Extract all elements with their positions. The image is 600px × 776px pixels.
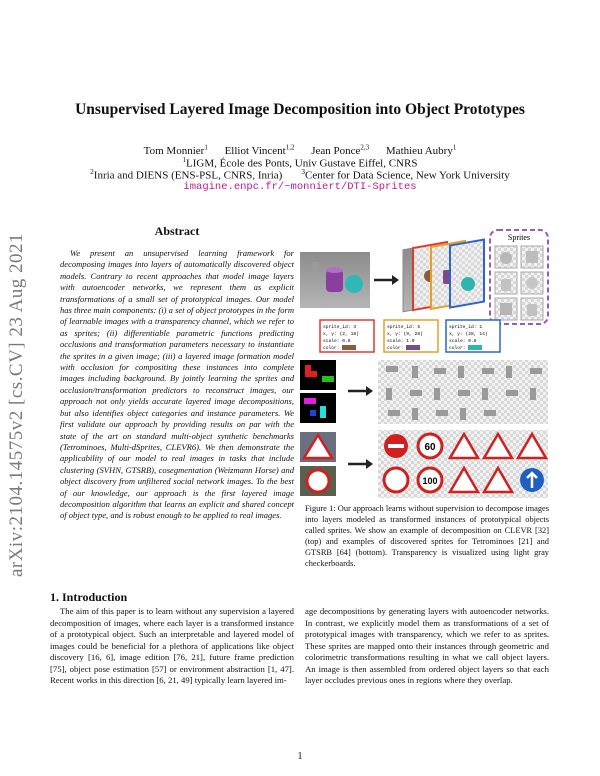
svg-text:sprite_id: 3: sprite_id: 3 [323,325,357,330]
svg-text:x, y: (2, 18): x, y: (2, 18) [323,332,359,337]
svg-text:sprite_id: 5: sprite_id: 5 [387,325,421,330]
gtsrb-examples [300,432,336,496]
page-number: 1 [297,751,303,762]
author: Jean Ponce$^{2,3}$ [311,143,370,157]
sprites-panel [490,230,548,324]
param-box-1 [320,320,374,352]
affiliation-2: $^2$Inria and DIENS (ENS-PSL, CNRS, Inria) $^3$Center for Data Science, New York University [90,168,510,182]
paper-title: Unsupervised Layered Image Decomposition into Object Prototypes [75,101,525,118]
layer-stack [403,240,484,312]
arxiv-stamp: arXiv:2104.14575v2 [cs.CV] 23 Aug 2021 [6,232,27,578]
svg-text:Sprites: Sprites [507,233,531,242]
author-list [0,143,600,157]
intro-column-1: The aim of this paper is to learn without any supervision a layered decomposition of images, where each layer is a transformed instance of a prototypical object. Such an interpretable and layered model of images could be beneficial for a plethora of applications like object discovery [16, 6], image edition [76, 21], future frame prediction [75], object pose estimation [57] or environment abstraction [1, 47]. Recent works in this direction [6, 21, 49] typically learn layered im- [50,606,294,685]
abstract-heading: Abstract [154,224,200,238]
svg-text:sprite_id: 1: sprite_id: 1 [449,325,483,330]
svg-text:x, y: (9, 28): x, y: (9, 28) [387,332,423,337]
figure-1 [300,218,550,498]
svg-text:scale: 0.8: scale: 0.8 [323,339,351,344]
tetrominoes-sprites [378,360,548,424]
author: Mathieu Aubry$^1$ [385,143,457,157]
svg-text:color:: color: [387,346,404,351]
svg-text:100: 100 [422,476,438,486]
svg-text:color:: color: [449,346,466,351]
project-url[interactable]: imagine.enpc.fr/~monniert/DTI-Sprites [183,181,417,193]
svg-text:color:: color: [323,346,340,351]
param-box-2 [384,320,438,352]
gtsrb-sprites [378,430,548,498]
author: Tom Monnier$^1$ [143,143,208,157]
svg-text:60: 60 [424,442,436,453]
abstract-body: We present an unsupervised learning framework for decomposing images into layers of automatically discovered object models. Contrary to recent approaches that model image layers with autoencoder networks, we represent them as explicit transformations of a small set of prototypical images. Our model has three main components: (i) a set of object prototypes in the form of learnable images with a transparency channel, which we refer to as sprites; (ii) differentiable parametric functions predicting occlusions and transformation parameters necessary to instantiate the sprites in a given image; (iii) a layered image formation model with occlusion for compositing these instances into complete images including background. By jointly learning the sprites and occlusion/transformation predictors to reconstruct images, our approach not only yields accurate layered image decompositions, but also identifies object categories and instance parameters. We first validate our approach by providing results on par with the state of the art on standard multi-object synthetic benchmarks (Tetrominoes, Multi-dSprites, CLEVR6). We then demonstrate the applicability of our model to real images in tasks that include clustering (SVHN, GTSRB), cosegmentation (Weizmann Horse) and object discovery from unfiltered social network images. To the best of our knowledge, our approach is the first layered image decomposition algorithm that learns an explicit and shared concept of object type, and is robust enough to be applied to real images. [60,248,294,521]
section-heading: 1. Introduction [50,590,128,604]
intro-column-2: age decompositions by generating layers with autoencoder networks. In contrast, we explicitly model them as transformations of a set of prototypical images with transparency, which we refer to as sprites. These sprites are mapped onto their instances through geometric and colorimetric transformations resulting in what we call object layers. An image is then assembled from ordered object layers so that each layer occludes previous ones in regions where they overlap. [305,606,549,685]
svg-text:scale: 0.8: scale: 0.8 [449,339,477,344]
input-image [300,252,370,308]
svg-text:x, y: (28, 14): x, y: (28, 14) [449,332,488,337]
author: Elliot Vincent$^{1,2}$ [224,143,295,157]
svg-text:scale: 1.0: scale: 1.0 [387,339,415,344]
affiliation-1: $^1$LIGM, École des Ponts, Univ Gustave Eiffel, CNRS [182,156,418,170]
figure-caption: Figure 1: Our approach learns without supervision to decompose images into layers modeled as transformed instances of prototypical objects called sprites. We show an example of decomposition on CLEVR [32] (top) and examples of discovered sprites for Tetrominoes [21] and GTSRB [64] (bottom). Transparency is visualized using light gray checkerboards. [305,504,549,568]
param-box-3 [446,320,500,352]
tetrominoes-examples [300,360,336,423]
